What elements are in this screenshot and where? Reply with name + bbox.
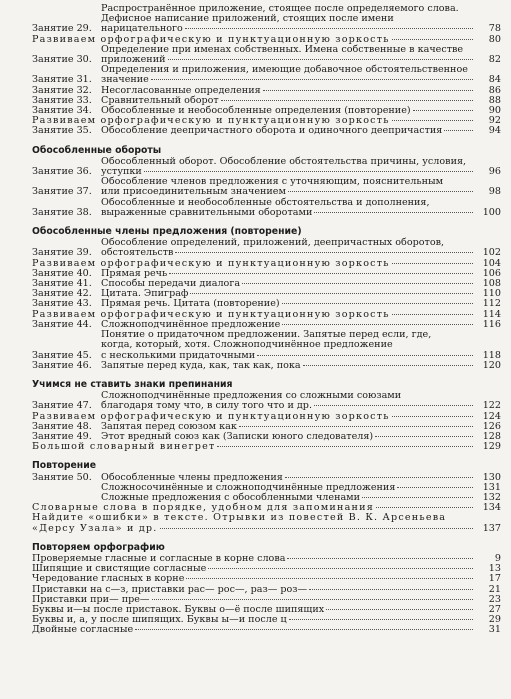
lesson-number: Занятие 36. (32, 166, 92, 178)
toc-entry[interactable] (32, 330, 501, 361)
entry-title-line: Приставки на с—з, приставки рас— рос—, раз— роз— (32, 583, 308, 595)
entry-title-line: обстоятельств (101, 247, 174, 259)
lesson-number: Занятие 37. (32, 186, 92, 198)
toc-entry[interactable] (32, 177, 501, 197)
entry-title-line: Цитата. Эпиграф (101, 288, 189, 300)
lesson-number: Занятие 44. (32, 318, 92, 330)
page-number: 102 (482, 247, 501, 259)
lesson-number: Занятие 49. (32, 430, 92, 442)
section-heading: Обособленные члены предложения (повторение) (32, 226, 302, 238)
entry-title-line: Способы передачи диалога (101, 278, 241, 290)
lesson-number: Занятие 46. (32, 359, 92, 371)
entry-title-line: Понятие о придаточном предложении. Запятые перед если, где, (101, 329, 432, 341)
entry-title-line: Запятая перед союзом как (101, 420, 237, 432)
toc-entry[interactable] (32, 126, 501, 136)
entry-title-line: Дефисное написание приложений, стоящих после имени (101, 13, 394, 25)
page-number: 80 (488, 33, 501, 45)
page-number: 130 (482, 471, 501, 483)
lesson-number: Занятие 39. (32, 247, 92, 259)
page-number: 29 (488, 614, 501, 626)
entry-title (101, 391, 475, 411)
page-number: 86 (488, 84, 501, 96)
entry-title-line: Обособленные члены предложения (101, 471, 283, 483)
entry-title-line: Обособленные и необособленные обстоятельства и дополнения, (101, 196, 430, 208)
lesson-number: Занятие 33. (32, 94, 92, 106)
lesson-number: Занятие 34. (32, 105, 92, 117)
entry-title (101, 198, 475, 218)
entry-title-line: Этот вредный союз как (Записки юного следователя) (101, 430, 374, 442)
toc-entry[interactable] (32, 45, 501, 65)
entry-title-line: Прямая речь. Цитата (повторение) (101, 298, 280, 310)
entry-title-line: когда, который, хотя. Сложноподчинённое предложение (101, 339, 393, 351)
lesson-number: Занятие 40. (32, 267, 92, 279)
entry-title-line: Обособление определений, приложений, деепричастных оборотов, (101, 237, 445, 249)
entry-title-line: с несколькими придаточными (101, 349, 256, 361)
entry-title (32, 513, 475, 533)
toc-entry[interactable] (32, 625, 501, 635)
entry-title-line: Развиваем орфографическую и пунктуационную зоркость (32, 410, 390, 422)
lesson-number: Занятие 29. (32, 23, 92, 35)
lesson-number: Занятие 43. (32, 298, 92, 310)
entry-title-line: выраженные сравнительными оборотами (101, 206, 313, 218)
lesson-number: Занятие 50. (32, 471, 92, 483)
lesson-number: Занятие 31. (32, 74, 92, 86)
entry-title-line: Обособление деепричастного оборота и одиночного деепричастия (101, 125, 443, 137)
page-number: 17 (488, 573, 501, 585)
entry-title-line: уступки (101, 166, 142, 178)
entry-title-line: Проверяемые гласные и согласные в корне слова (32, 552, 286, 564)
entry-title-line: Сложные предложения с обособленными членами (101, 491, 361, 503)
page-number: 94 (488, 125, 501, 137)
entry-title-line: Развиваем орфографическую и пунктуационную зоркость (32, 308, 390, 320)
entry-title (32, 625, 475, 635)
section-heading: Учимся не ставить знаки препинания (32, 378, 233, 390)
lesson-number: Занятие 41. (32, 278, 92, 290)
page-number: 112 (482, 298, 501, 310)
toc-entry[interactable] (32, 238, 501, 258)
page-number: 78 (488, 23, 501, 35)
page-number: 132 (482, 491, 501, 503)
page-number: 108 (482, 278, 501, 290)
page-number: 21 (488, 583, 501, 595)
entry-title-line: Сравнительный оборот (101, 94, 219, 106)
entry-title-line: Приставки при— пре— (32, 593, 150, 605)
toc-entry[interactable] (32, 391, 501, 411)
entry-title-line: Чередование гласных в корне (32, 573, 185, 585)
page-number: 13 (488, 563, 501, 575)
page-number: 90 (488, 105, 501, 117)
page-number: 100 (482, 206, 501, 218)
entry-title-line: Двойные согласные (32, 624, 134, 636)
entry-title (101, 4, 475, 35)
lesson-number: Занятие 47. (32, 400, 92, 412)
entry-title-line: Запятые перед куда, как, так как, пока (101, 359, 301, 371)
toc-entry[interactable] (32, 198, 501, 218)
lesson-number: Занятие 45. (32, 349, 92, 361)
entry-title (32, 442, 475, 452)
page-number: 131 (482, 481, 501, 493)
entry-title-line: Словарные слова в порядке, удобном для запоминания (32, 502, 374, 514)
lesson-number: Занятие 48. (32, 420, 92, 432)
entry-title (32, 259, 475, 269)
toc-entry[interactable] (32, 65, 501, 85)
entry-title-line: Обособленные и необособленные определения (повторение) (101, 105, 411, 117)
entry-title-line: Сложносочинённые и сложноподчинённые предложения (101, 481, 396, 493)
page-number: 128 (482, 430, 501, 442)
entry-title-line: Определение при именах собственных. Имена собственные в качестве (101, 43, 464, 55)
entry-title-line: Распространённое приложение, стоящее после определяемого слова. (101, 3, 459, 14)
entry-title (101, 330, 475, 361)
page-number: 137 (482, 522, 501, 534)
page-number: 124 (482, 410, 501, 422)
entry-title-line: значение (101, 74, 149, 86)
section-heading: Повторение (32, 460, 97, 472)
entry-title (101, 238, 475, 258)
page-number: 126 (482, 420, 501, 432)
entry-title-line: Буквы и, а, у после шипящих. Буквы ы—и после ц (32, 614, 287, 626)
entry-title-line: Развиваем орфографическую и пунктуационную зоркость (32, 257, 390, 269)
entry-title-line: Определения и приложения, имеющие добавочное обстоятельственное (101, 64, 468, 76)
entry-title-line: «Дерсу Узала» и др. (32, 522, 158, 534)
lesson-number: Занятие 30. (32, 54, 92, 66)
entry-title (32, 412, 475, 422)
page-number: 92 (488, 115, 501, 127)
page-number: 129 (482, 441, 501, 453)
entry-title-line: Сложноподчинённые предложения со сложными союзами (101, 390, 402, 402)
lesson-number: Занятие 32. (32, 84, 92, 96)
toc-entry[interactable] (32, 157, 501, 177)
entry-title-line: Несогласованные определения (101, 84, 261, 96)
section-heading: Повторяем орфографию (32, 541, 165, 553)
toc-entry[interactable] (32, 4, 501, 35)
entry-title-line: Найдите «ошибки» в тексте. Отрывки из повестей В. К. Арсеньева (32, 512, 447, 524)
page-number: 104 (482, 257, 501, 269)
entry-title-line: Большой словарный винегрет (32, 441, 216, 453)
section-heading: Обособленные обороты (32, 144, 162, 156)
page-number: 31 (488, 624, 501, 636)
entry-title-line: благодаря тому что, в силу того что и др. (101, 400, 312, 412)
toc-entry[interactable] (32, 361, 501, 371)
page-number: 134 (482, 502, 501, 514)
entry-title-line: Буквы и—ы после приставок. Буквы о—ё после шипящих (32, 603, 325, 615)
entry-title-line: Сложноподчинённое предложение (101, 318, 281, 330)
page-number: 118 (482, 349, 501, 361)
lesson-number: Занятие 38. (32, 206, 92, 218)
entry-title (101, 45, 475, 65)
entry-title-line: Шипящие и свистящие согласные (32, 563, 207, 575)
toc-entry[interactable] (32, 442, 501, 452)
toc-entry[interactable] (32, 513, 501, 533)
page-number: 84 (488, 74, 501, 86)
entry-title (101, 177, 475, 197)
page-number: 110 (482, 288, 501, 300)
entry-title-line: Развиваем орфографическую и пунктуационную зоркость (32, 33, 390, 45)
entry-title-line: нарицательного (101, 23, 183, 35)
page-number: 88 (488, 94, 501, 106)
entry-title (101, 361, 475, 371)
entry-title (101, 65, 475, 85)
page-number: 114 (482, 308, 501, 320)
page-number: 96 (488, 166, 501, 178)
page-number: 98 (488, 186, 501, 198)
page-number: 27 (488, 603, 501, 615)
page-number: 82 (488, 54, 501, 66)
entry-title-line: Обособление членов предложения с уточняющим, пояснительным (101, 176, 444, 188)
entry-title-line: Обособленный оборот. Обособление обстоятельства причины, условия, (101, 155, 467, 167)
entry-title (101, 157, 475, 177)
lesson-number: Занятие 35. (32, 125, 92, 137)
page-number: 106 (482, 267, 501, 279)
page-number: 116 (482, 318, 501, 330)
entry-title-line: Прямая речь (101, 267, 168, 279)
entry-title-line: или присоединительным значением (101, 186, 286, 198)
entry-title-line: Развиваем орфографическую и пунктуационную зоркость (32, 115, 390, 127)
page-number: 9 (494, 552, 501, 564)
page-number: 23 (488, 593, 501, 605)
page-number: 120 (482, 359, 501, 371)
entry-title (101, 126, 475, 136)
lesson-number: Занятие 42. (32, 288, 92, 300)
entry-title-line: приложений (101, 54, 166, 66)
page-number: 122 (482, 400, 501, 412)
